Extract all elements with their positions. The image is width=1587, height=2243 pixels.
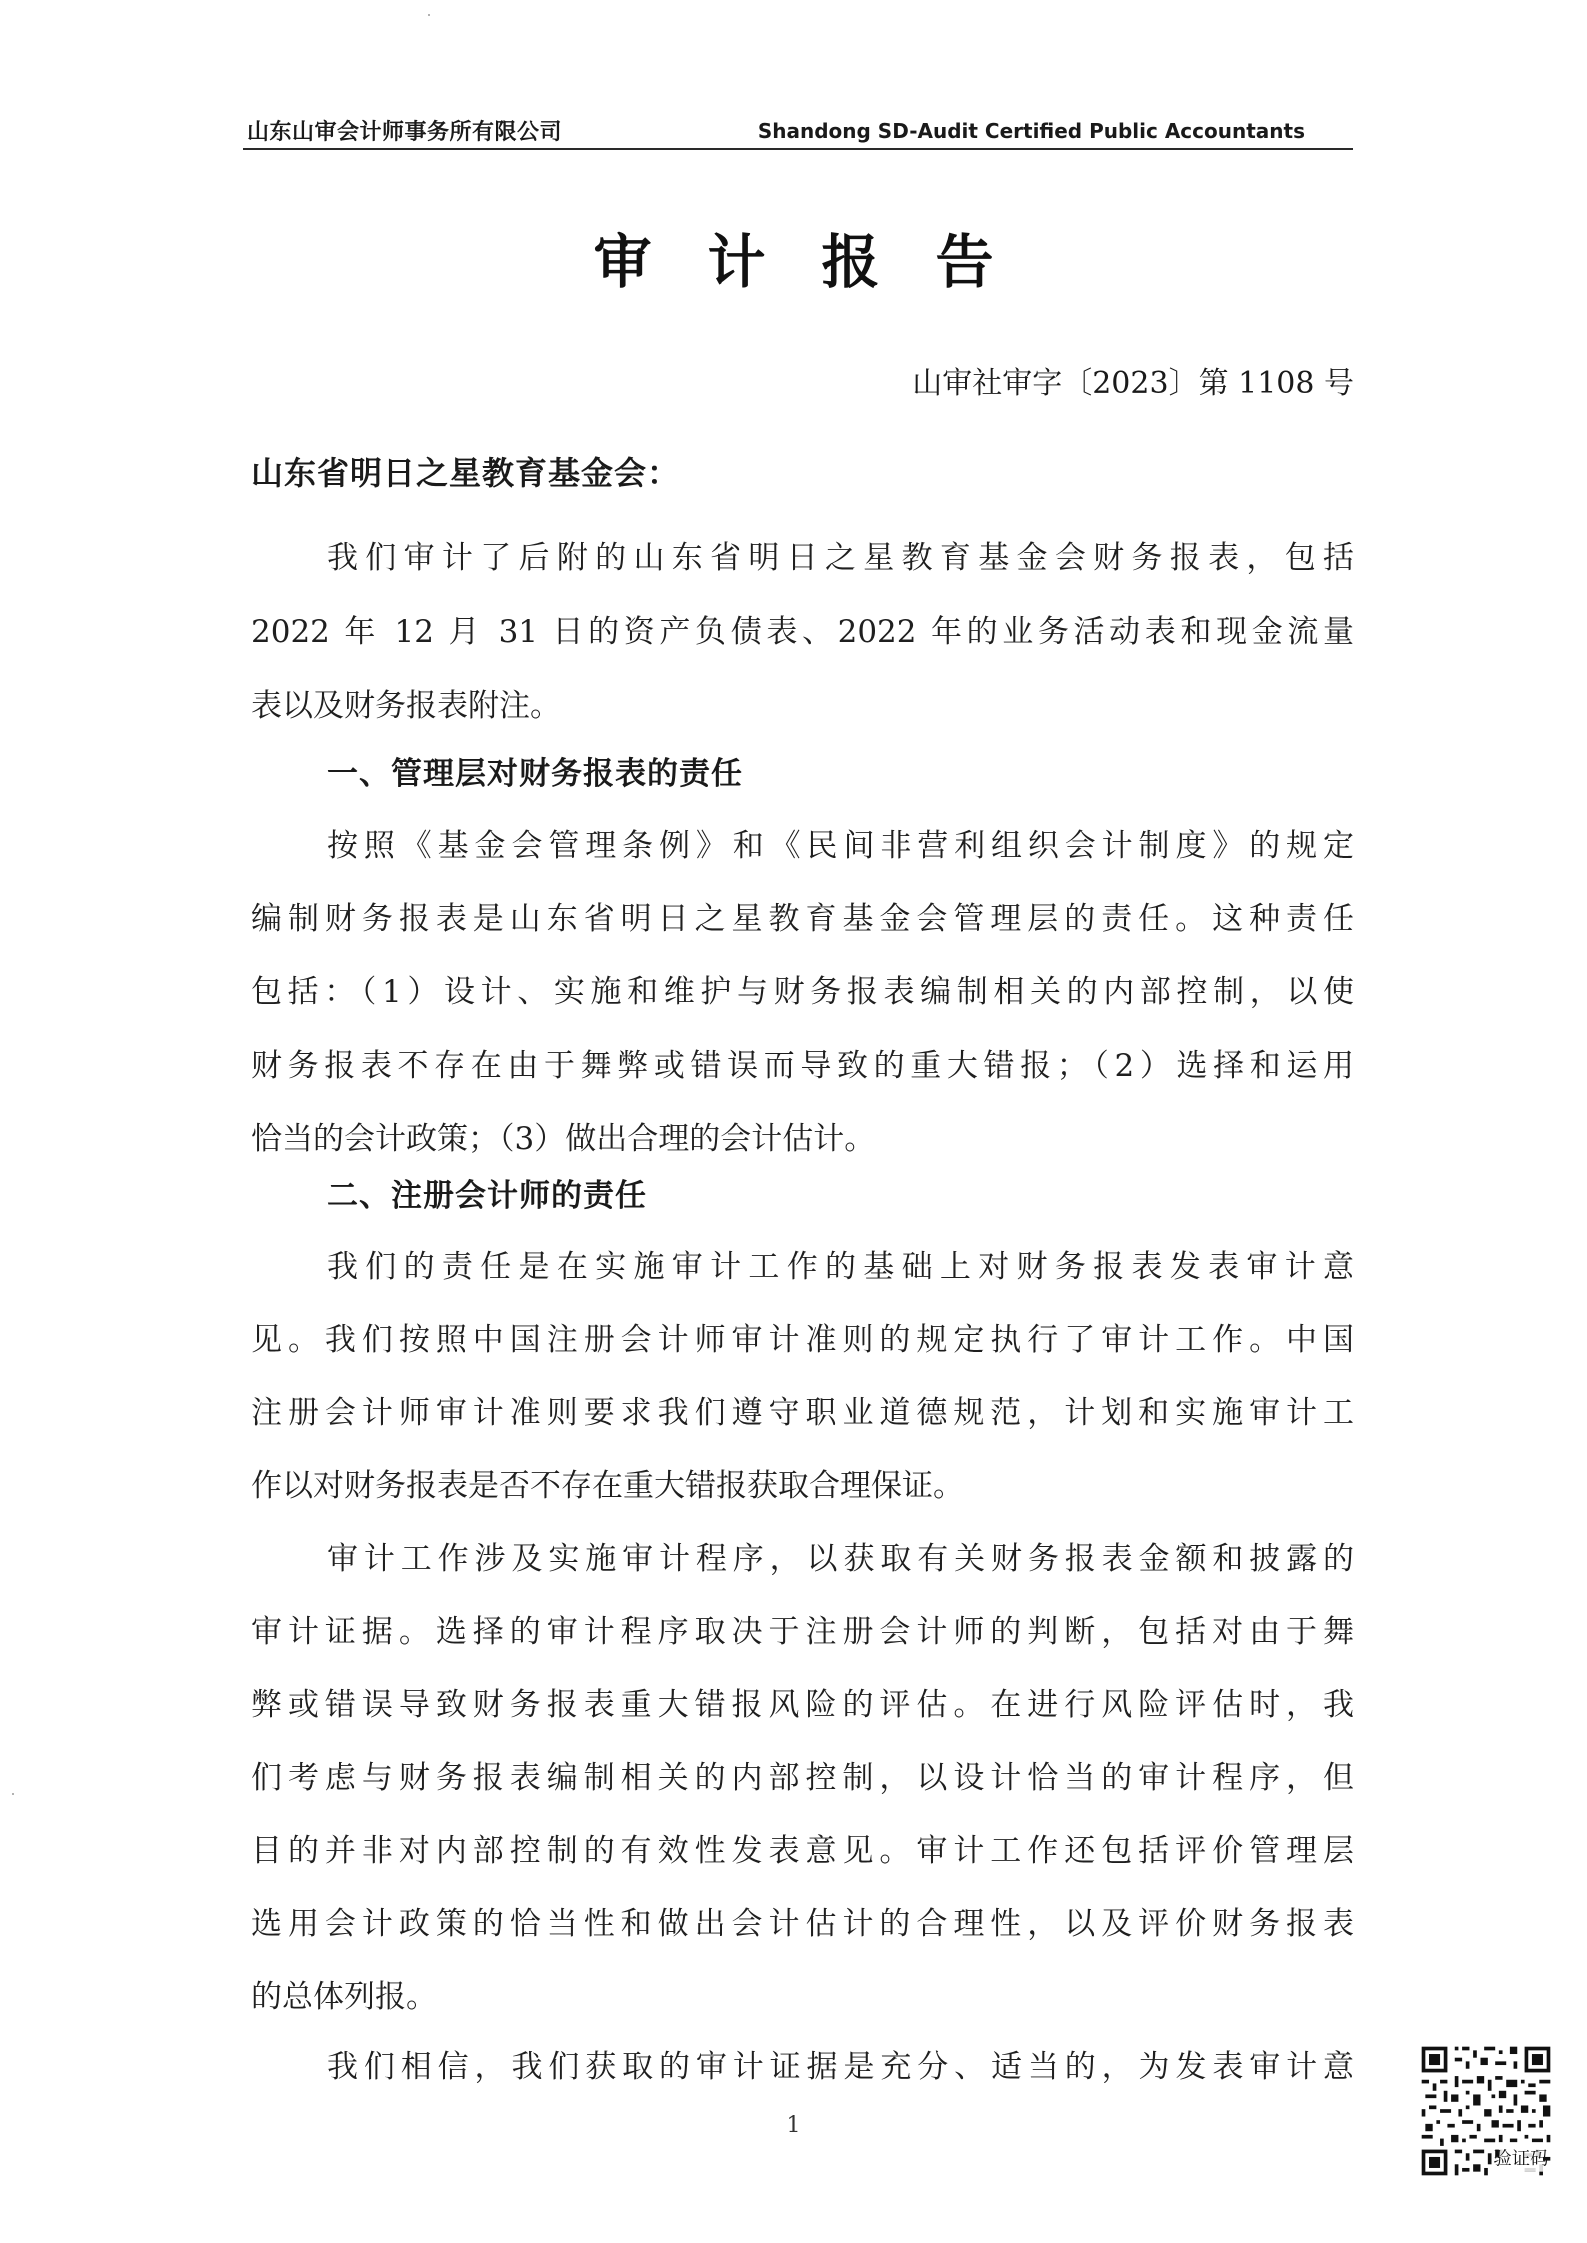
section2-line: 注册会计师审计准则要求我们遵守职业道德规范，计划和实施审计工: [251, 1395, 1354, 1431]
section2-line: 作以对财务报表是否不存在重大错报获取合理保证。: [251, 1468, 964, 1504]
section2-line: 的总体列报。: [251, 1979, 437, 2015]
section2-line: 审计工作涉及实施审计程序，以获取有关财务报表金额和披露的: [327, 1541, 1354, 1577]
section1-line: 编制财务报表是山东省明日之星教育基金会管理层的责任。这种责任: [251, 901, 1354, 937]
scan-speck: [12, 1793, 14, 1795]
report-number: 山审社审字〔2023〕第 1108 号: [912, 366, 1354, 401]
section2-line: 们考虑与财务报表编制相关的内部控制，以设计恰当的审计程序，但: [251, 1760, 1354, 1796]
section1-line: 按照《基金会管理条例》和《民间非营利组织会计制度》的规定: [327, 828, 1354, 864]
header-company-cn: 山东山审会计师事务所有限公司: [247, 120, 563, 145]
header-company-en: Shandong SD-Audit Certified Public Accountants: [757, 119, 1305, 143]
section1-line: 财务报表不存在由于舞弊或错误而导致的重大错报；（2）选择和运用: [251, 1048, 1354, 1084]
section2-line: 审计证据。选择的审计程序取决于注册会计师的判断，包括对由于舞: [251, 1614, 1354, 1650]
intro-line: 表以及财务报表附注。: [251, 688, 561, 724]
section2-line: 目的并非对内部控制的有效性发表意见。审计工作还包括评价管理层: [251, 1833, 1354, 1869]
intro-line: 2022 年 12 月 31 日的资产负债表、2022 年的业务活动表和现金流量: [251, 614, 1354, 650]
section2-heading: 二、注册会计师的责任: [327, 1178, 647, 1214]
section1-heading: 一、管理层对财务报表的责任: [327, 756, 743, 792]
section2-line: 我们相信，我们获取的审计证据是充分、适当的，为发表审计意: [327, 2049, 1354, 2085]
addressee: 山东省明日之星教育基金会：: [251, 454, 681, 492]
section2-line: 我们的责任是在实施审计工作的基础上对财务报表发表审计意: [327, 1249, 1354, 1285]
section2-line: 选用会计政策的恰当性和做出会计估计的合理性，以及评价财务报表: [251, 1906, 1354, 1942]
qr-stamp-text: 验证码: [1493, 2148, 1549, 2170]
header-divider: [243, 148, 1353, 150]
page-number: 1: [786, 2113, 801, 2138]
section2-line: 见。我们按照中国注册会计师审计准则的规定执行了审计工作。中国: [251, 1322, 1354, 1358]
page-title: 审计报告: [593, 228, 1050, 296]
section1-line: 恰当的会计政策；（3）做出合理的会计估计。: [251, 1121, 876, 1157]
qr-code-icon[interactable]: [1418, 2043, 1554, 2179]
scan-speck: [428, 14, 430, 16]
section1-line: 包括：（1）设计、实施和维护与财务报表编制相关的内部控制，以使: [251, 974, 1354, 1010]
section2-line: 弊或错误导致财务报表重大错报风险的评估。在进行风险评估时，我: [251, 1687, 1354, 1723]
intro-line: 我们审计了后附的山东省明日之星教育基金会财务报表，包括: [327, 540, 1354, 576]
